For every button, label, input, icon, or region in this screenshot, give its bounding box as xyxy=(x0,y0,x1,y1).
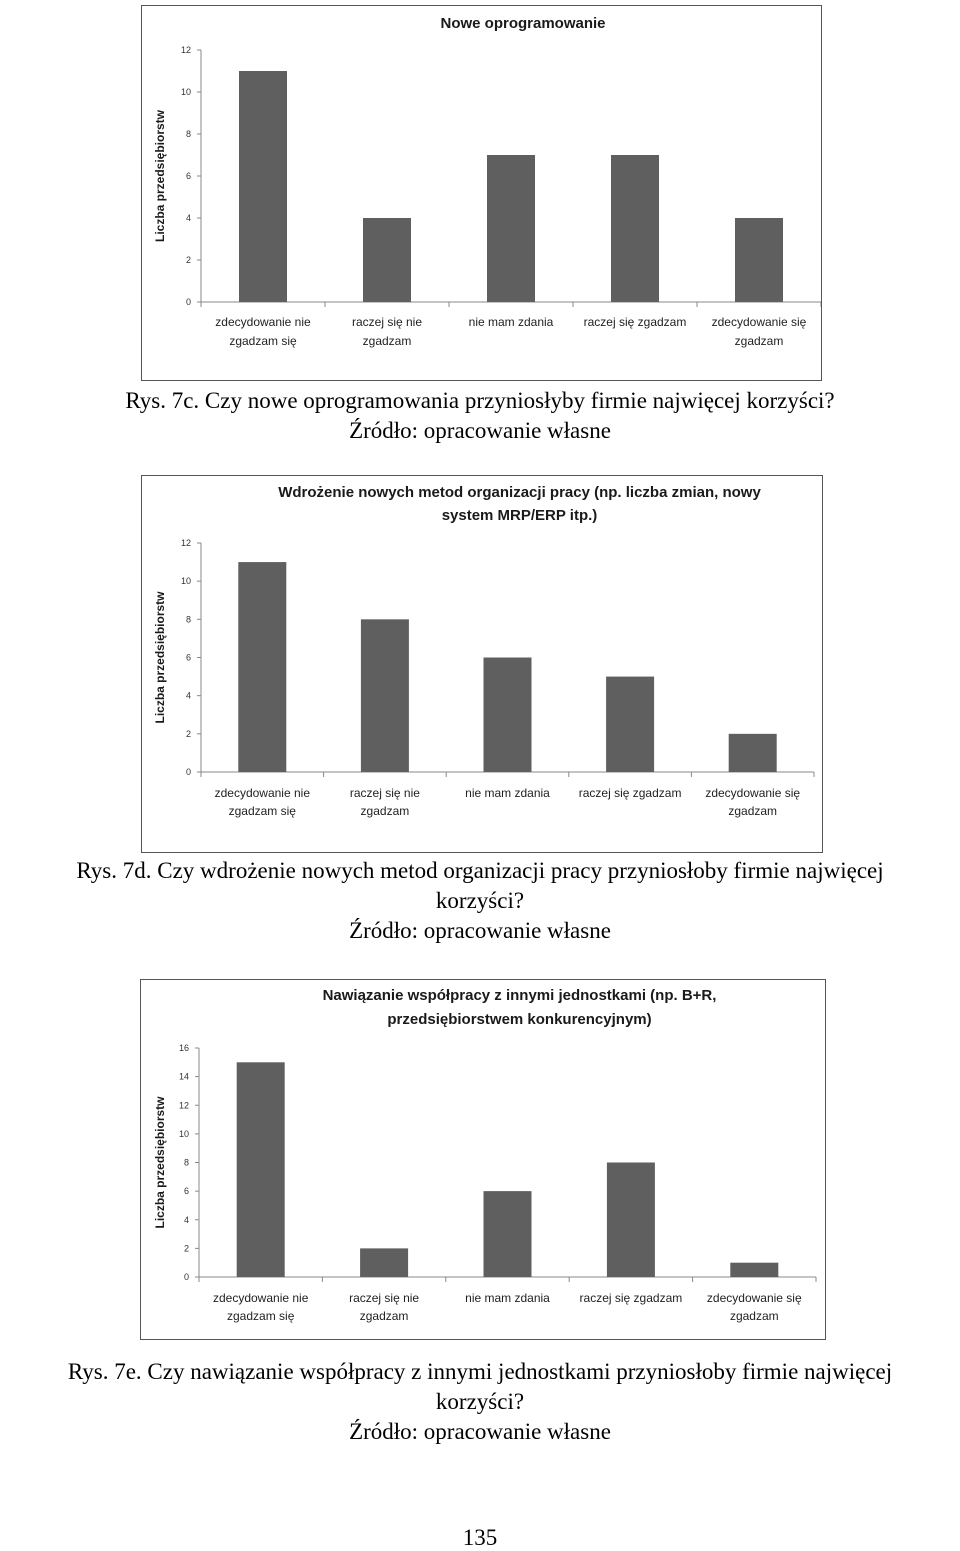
chart-title-line: system MRP/ERP itp.) xyxy=(441,507,598,524)
y-axis-label: Liczba przedsiębiorstw xyxy=(153,591,167,724)
category-label: zgadzam się xyxy=(228,804,296,818)
y-tick-label: 6 xyxy=(183,1186,189,1197)
category-label: nie mam zdania xyxy=(465,786,550,800)
y-tick-label: 12 xyxy=(178,1100,189,1111)
category-label: nie mam zdania xyxy=(468,315,554,329)
y-tick-label: 10 xyxy=(180,87,191,97)
category-label: zgadzam xyxy=(359,1309,409,1323)
y-tick-label: 0 xyxy=(185,297,191,307)
chart-frame-7d xyxy=(141,475,823,853)
chart-frame-7e xyxy=(140,979,826,1340)
caption-7e-source: Źródło: opracowanie własne xyxy=(349,1419,611,1444)
y-tick-label: 0 xyxy=(183,1272,189,1282)
y-tick-label: 8 xyxy=(185,614,191,625)
caption-7d xyxy=(0,856,960,946)
bar xyxy=(238,562,286,772)
chart-frame-7c xyxy=(141,5,822,381)
category-label: zdecydowanie nie xyxy=(215,315,311,329)
page-number: 135 xyxy=(462,1525,498,1550)
bar xyxy=(237,1062,285,1277)
chart-title-line: Wdrożenie nowych metod organizacji pracy (np. liczba zmian, nowy xyxy=(278,484,761,501)
y-tick-label: 14 xyxy=(178,1071,189,1082)
y-axis-label: Liczba przedsiębiorstw xyxy=(153,1096,167,1229)
category-label: zgadzam się xyxy=(229,334,297,348)
bar xyxy=(611,155,659,302)
category-label: raczej się nie xyxy=(351,315,423,329)
y-tick-label: 6 xyxy=(185,652,191,663)
caption-7e-title-cont: korzyści? xyxy=(435,1389,525,1414)
y-tick-label: 4 xyxy=(185,690,191,701)
category-label: zgadzam się xyxy=(227,1309,295,1323)
bar xyxy=(487,155,535,302)
caption-7d-title: Rys. 7d. Czy wdrożenie nowych metod organizacji pracy przyniosłoby firmie najwięcej xyxy=(76,858,884,883)
bar-chart-7d xyxy=(142,476,822,852)
y-tick-label: 12 xyxy=(180,538,191,548)
category-label: raczej się nie xyxy=(349,786,420,800)
category-label: zgadzam xyxy=(734,334,784,348)
bar-chart-7c xyxy=(142,6,821,380)
category-label: zdecydowanie nie xyxy=(214,786,311,800)
y-tick-label: 2 xyxy=(185,255,191,265)
caption-7e xyxy=(0,1357,960,1447)
category-label: zdecydowanie się xyxy=(706,1291,802,1305)
category-label: raczej się nie xyxy=(349,1291,420,1305)
bar xyxy=(363,218,411,302)
bar xyxy=(484,1191,532,1277)
category-label: raczej się zgadzam xyxy=(578,786,682,800)
bar xyxy=(607,1163,655,1278)
y-tick-label: 8 xyxy=(183,1157,189,1168)
y-tick-label: 2 xyxy=(185,728,191,739)
y-tick-label: 10 xyxy=(180,576,191,587)
y-tick-label: 10 xyxy=(178,1128,189,1139)
y-axis-label: Liczba przedsiębiorstw xyxy=(153,109,167,243)
caption-7c-title: Rys. 7c. Czy nowe oprogramowania przyniosłyby firmie najwięcej korzyści? xyxy=(125,388,835,413)
category-label: zgadzam xyxy=(360,804,410,818)
y-tick-label: 2 xyxy=(183,1243,189,1254)
caption-7c-source: Źródło: opracowanie własne xyxy=(349,418,611,443)
category-label: nie mam zdania xyxy=(465,1291,550,1305)
y-tick-label: 4 xyxy=(183,1214,189,1225)
y-tick-label: 12 xyxy=(180,45,191,55)
category-label: raczej się zgadzam xyxy=(583,315,687,329)
y-tick-label: 4 xyxy=(185,213,191,223)
caption-7c xyxy=(0,386,960,446)
category-label: zdecydowanie nie xyxy=(212,1291,309,1305)
caption-7d-source: Źródło: opracowanie własne xyxy=(349,918,611,943)
y-tick-label: 8 xyxy=(185,129,191,139)
category-label: zgadzam xyxy=(362,334,412,348)
category-label: zdecydowanie się xyxy=(705,786,801,800)
category-label: raczej się zgadzam xyxy=(579,1291,683,1305)
y-tick-label: 6 xyxy=(185,171,191,181)
bar xyxy=(360,1248,408,1277)
bar xyxy=(729,734,777,772)
category-label: zdecydowanie się xyxy=(711,315,807,329)
category-label: zgadzam xyxy=(728,804,778,818)
caption-7e-title: Rys. 7e. Czy nawiązanie współpracy z innymi jednostkami przyniosłoby firmie najwięcej xyxy=(67,1359,893,1384)
bar-chart-7e xyxy=(141,980,825,1339)
bar xyxy=(484,658,532,773)
y-tick-label: 16 xyxy=(178,1043,189,1053)
category-label: zgadzam xyxy=(729,1309,779,1323)
chart-title-line: Nawiązanie współpracy z innymi jednostkami (np. B+R, xyxy=(322,987,717,1004)
y-tick-label: 0 xyxy=(185,767,191,777)
bar xyxy=(239,71,287,302)
bar xyxy=(361,619,409,772)
chart-title-line: przedsiębiorstwem konkurencyjnym) xyxy=(387,1011,652,1028)
bar xyxy=(730,1263,778,1277)
bar xyxy=(735,218,783,302)
caption-7d-title-cont: korzyści? xyxy=(435,888,525,913)
chart-title-line: Nowe oprogramowanie xyxy=(440,15,606,32)
bar xyxy=(606,677,654,772)
